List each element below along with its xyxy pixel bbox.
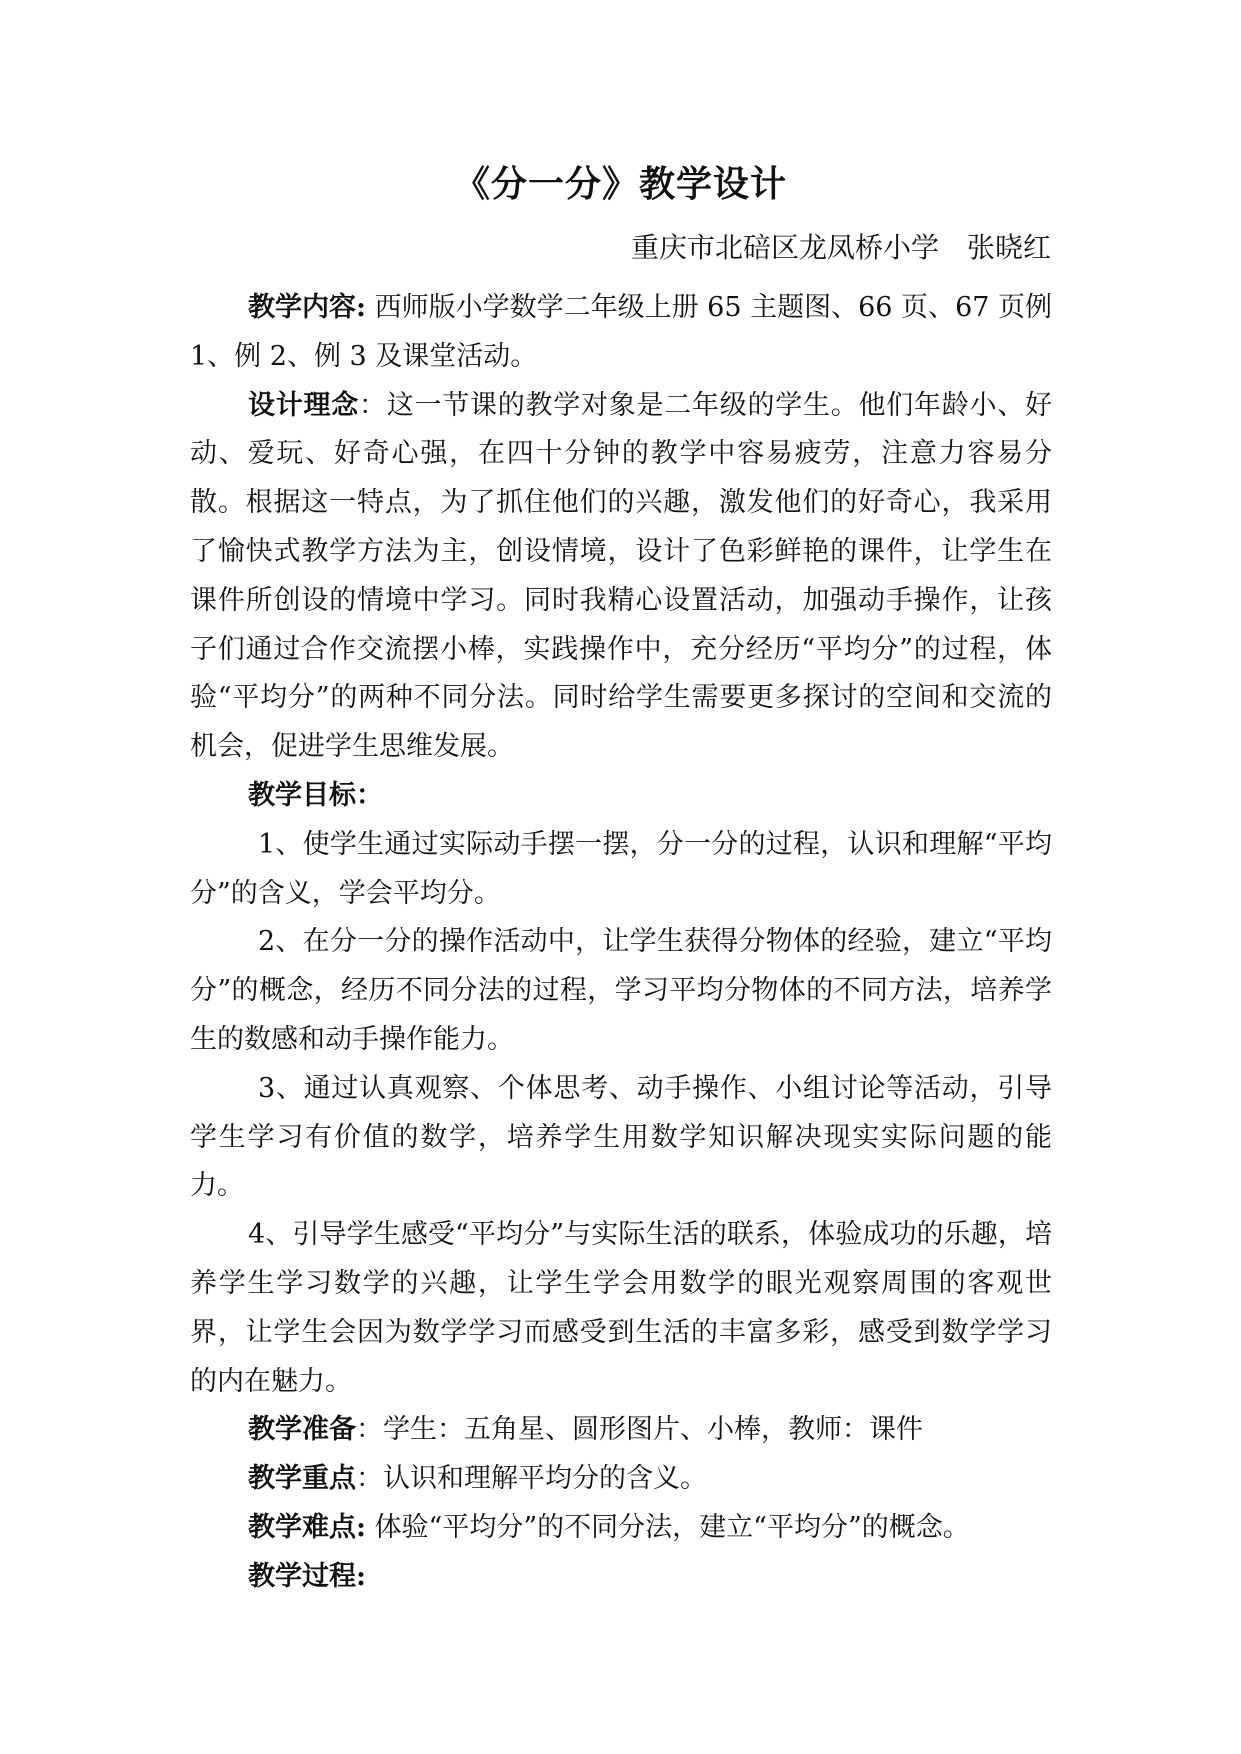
difficulty-label: 教学难点: <box>248 1511 366 1543</box>
teaching-content-paragraph <box>190 284 1052 382</box>
difficulty-paragraph <box>190 1504 1052 1553</box>
key-point-text: ：认识和理解平均分的含义。 <box>356 1463 707 1495</box>
teaching-goals-heading <box>190 772 1052 821</box>
document-body <box>190 284 1052 1602</box>
key-point-label: 教学重点 <box>248 1463 356 1495</box>
teaching-goals-label: 教学目标 <box>248 779 356 811</box>
preparation-label: 教学准备 <box>248 1414 356 1446</box>
preparation-paragraph <box>190 1406 1052 1455</box>
design-concept-text: ：这一节课的教学对象是二年级的学生。他们年龄小、好动、爱玩、好奇心强，在四十分钟的教学中容易疲劳，注意力容易分散。根据这一特点，为了抓住他们的兴趣，激发他们的好奇心，我采用了愉快式教学方法为主，创设情境，设计了色彩鲜艳的课件，让学生在课件所创设的情境中学习。同时我精心设置活动，加强动手操作，让孩子们通过合作交流摆小棒，实践操作中，充分经历“平均分”的过程，体验“平均分”的两种不同分法。同时给学生需要更多探讨的空间和交流的机会，促进学生思维发展。 <box>190 389 1052 763</box>
goal-item-1: 1、使学生通过实际动手摆一摆，分一分的过程，认识和理解“平均分”的含义，学会平均分。 <box>190 828 1052 909</box>
teaching-process-label: 教学过程: <box>248 1560 366 1592</box>
teaching-content-label: 教学内容: <box>248 292 366 323</box>
teaching-process-heading <box>190 1553 1052 1602</box>
goal-item-3: 3、通过认真观察、个体思考、动手操作、小组讨论等活动，引导学生学习有价值的数学，培养学生用数学知识解决现实实际问题的能力。 <box>190 1072 1052 1202</box>
goal-item-2: 2、在分一分的操作活动中，让学生获得分物体的经验，建立“平均分”的概念，经历不同分法的过程，学习平均分物体的不同方法，培养学生的数感和动手操作能力。 <box>190 926 1052 1055</box>
author-byline: 重庆市北碚区龙凤桥小学 张晓红 <box>630 231 1051 264</box>
goal-item-4: 4、引导学生感受“平均分”与实际生活的联系，体验成功的乐趣，培养学生学习数学的兴趣，让学生学会用数学的眼光观察周围的客观世界，让学生会因为数学学习而感受到生活的丰富多彩，感受到数学学习的内在魅力。 <box>190 1219 1052 1397</box>
key-point-paragraph <box>190 1455 1052 1504</box>
teaching-content-text: 西师版小学数学二年级上册 65 主题图、66 页、67 页例 1、例 2、例 3 及课堂活动。 <box>190 292 1053 372</box>
teaching-goals-colon: ： <box>356 779 383 811</box>
preparation-text: ：学生：五角星、圆形图片、小棒，教师：课件 <box>356 1414 923 1446</box>
design-concept-label: 设计理念 <box>248 389 359 421</box>
difficulty-text: 体验“平均分”的不同分法，建立“平均分”的概念。 <box>365 1511 970 1543</box>
document-title: 《分一分》教学设计 <box>453 163 787 205</box>
design-concept-paragraph <box>190 382 1052 772</box>
